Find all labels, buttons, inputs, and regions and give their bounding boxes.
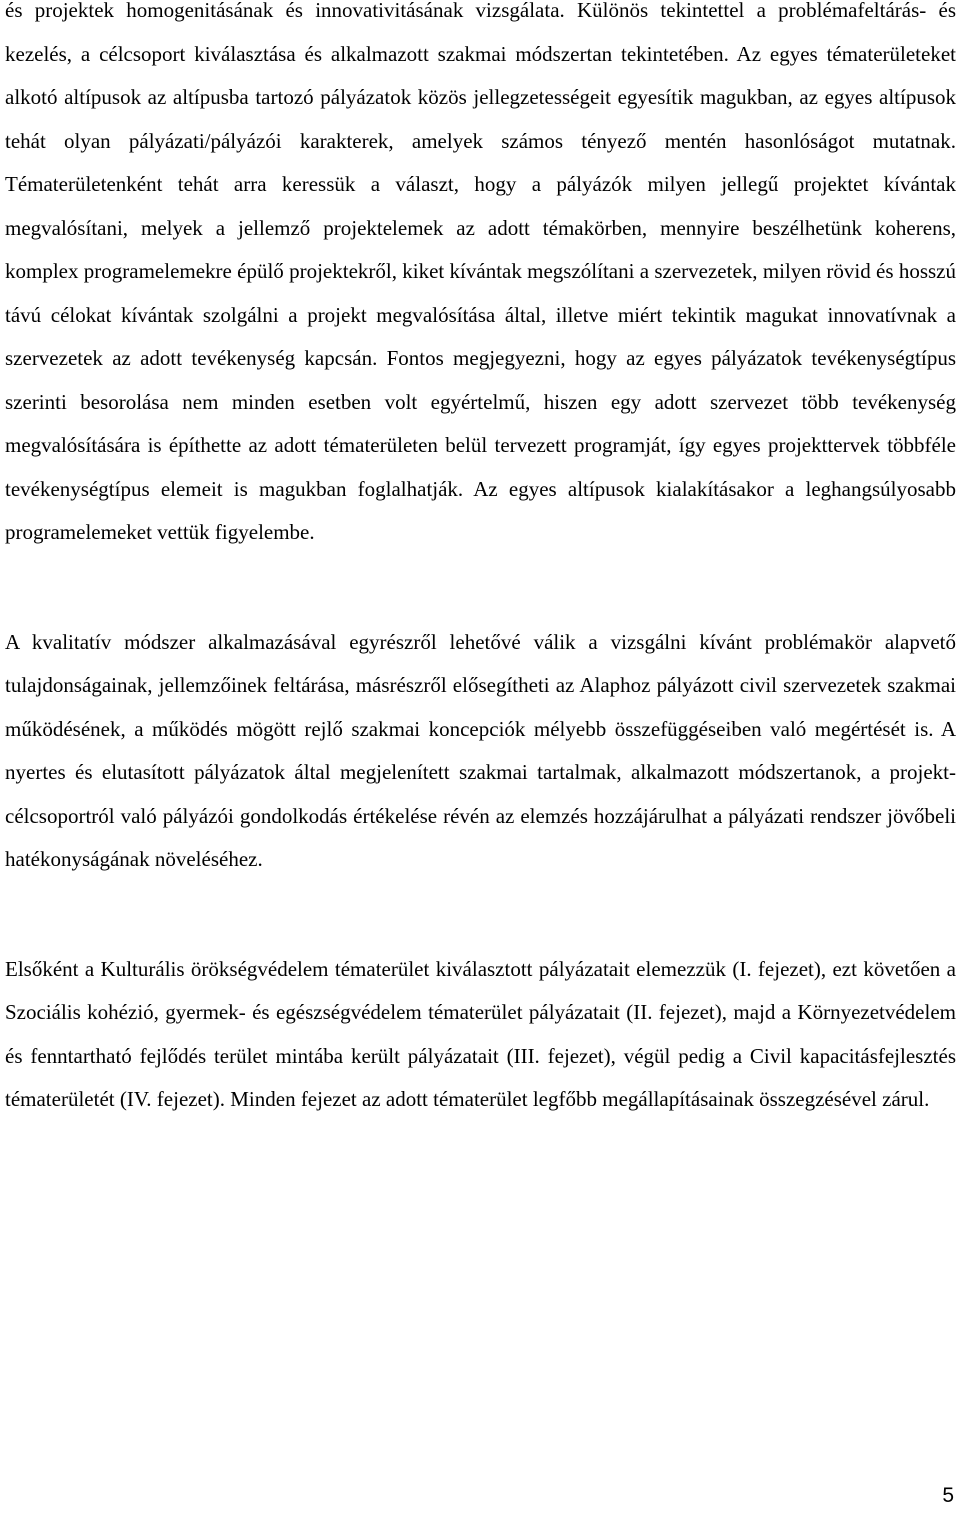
- body-paragraph-3: Elsőként a Kulturális örökségvédelem tématerület kiválasztott pályázatait elemezzük (I. fejezet), ezt követően a Szociális kohézió, gyermek- és egészségvédelem tématerület pályázatait (II. fejezet), majd a Környezetvédelem és fenntartható fejlődés terület mintába került pályázatait (III. fejezet), végül pedig a Civil kapacitásfejlesztés tématerületét (IV. fejezet). Minden fejezet az adott tématerület legfőbb megállapításainak összegzésével zárul.: [5, 956, 956, 1111]
- page-number: 5: [942, 1484, 954, 1507]
- body-paragraph-2: A kvalitatív módszer alkalmazásával egyrészről lehetővé válik a vizsgálni kívánt problémakör alapvető tulajdonságainak, jellemzőinek feltárása, másrészről elősegítheti az Alaphoz pályázott civil szervezetek szakmai működésének, a működés mögött rejlő szakmai koncepciók mélyebb összefüggéseiben való megértését is. A nyertes és elutasított pályázatok által megjelenített szakmai tartalmak, alkalmazott módszertanok, a projekt-célcsoportról való pályázói gondolkodás értékelése révén az elemzés hozzájárulhat a pályázati rendszer jövőbeli hatékonyságának növeléséhez.: [5, 629, 956, 871]
- document-page: [5, 0, 956, 1122]
- body-paragraph-1: és projektek homogenitásának és innovativitásának vizsgálata. Különös tekintettel a problémafeltárás- és kezelés, a célcsoport kiválasztása és alkalmazott szakmai módszertan tekintetében. Az egyes tématerületeket alkotó altípusok az altípusba tartozó pályázatok közös jellegzetességeit egyesítik magukban, az egyes altípusok tehát olyan pályázati/pályázói karakterek, amelyek számos tényező mentén hasonlóságot mutatnak. Tématerületenként tehát arra keressük a választ, hogy a pályázók milyen jellegű projektet kívántak megvalósítani, melyek a jellemző projektelemek az adott témakörben, mennyire beszélhetünk koherens, komplex programelemekre épülő projektekről, kiket kívántak megszólítani a szervezetek, milyen rövid és hosszú távú célokat kívántak szolgálni a projekt megvalósítása által, illetve miért tekintik magukat innovatívnak a szervezetek az adott tevékenység kapcsán. Fontos megjegyezni, hogy az egyes pályázatok tevékenységtípus szerinti besorolása nem minden esetben volt egyértelmű, hiszen egy adott szervezet több tevékenység megvalósítására is építhette az adott tématerületen belül tervezett programját, így egyes projekttervek többféle tevékenységtípus elemeit is magukban foglalhatják. Az egyes altípusok kialakításakor a leghangsúlyosabb programelemeket vettük figyelembe.: [5, 0, 956, 544]
